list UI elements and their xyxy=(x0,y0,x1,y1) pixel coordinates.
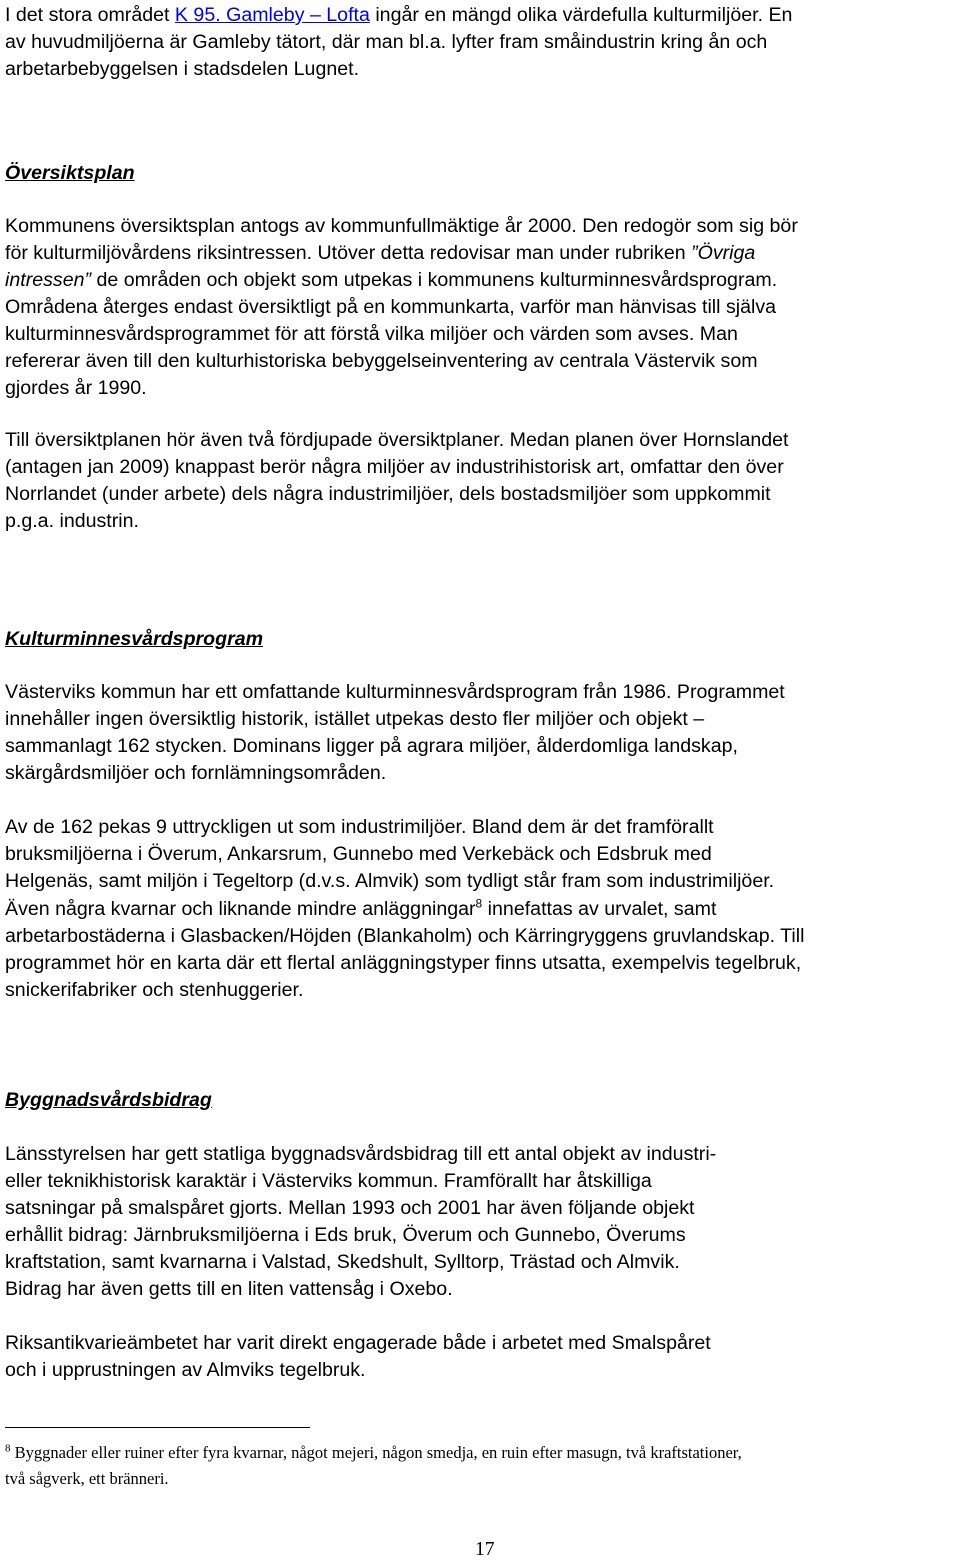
oversiktsplan-p2-line-2: (antagen jan 2009) knappast berör några miljöer av industrihistorisk art, omfattar den över xyxy=(5,456,784,478)
byggnad-p1-line-3: satsningar på smalspåret gjorts. Mellan 1993 och 2001 har även följande objekt xyxy=(5,1197,695,1219)
text-span: för kulturmiljövårdens riksintressen. Utöver detta redovisar man under rubriken xyxy=(5,242,692,264)
area-link[interactable]: K 95. Gamleby – Lofta xyxy=(174,4,370,26)
oversiktsplan-p1-line-3 xyxy=(5,267,777,294)
oversiktsplan-p1-line-7: gjordes år 1990. xyxy=(5,377,147,399)
oversiktsplan-p1-line-4: Områdena återges endast översiktligt på en kommunkarta, varför man hänvisas till själva xyxy=(5,296,777,318)
heading-oversiktsplan: Översiktsplan xyxy=(5,162,135,184)
footnote-line-1 xyxy=(5,1440,742,1466)
oversiktsplan-p1-line-6: refererar även till den kulturhistoriska bebyggelseinventering av centrala Västervik som xyxy=(5,350,758,372)
byggnad-p1-line-6: Bidrag har även getts till en liten vattensåg i Oxebo. xyxy=(5,1278,453,1300)
intro-line-2: av huvudmiljöerna är Gamleby tätort, där man bl.a. lyfter fram småindustrin kring ån och xyxy=(5,31,768,53)
byggnad-p1-line-4: erhållit bidrag: Järnbruksmiljöerna i Eds bruk, Överum och Gunnebo, Överums xyxy=(5,1224,686,1246)
kulturminnes-p1-line-1: Västerviks kommun har ett omfattande kulturminnesvårdsprogram från 1986. Programmet xyxy=(5,681,785,703)
italic-term: intressen” xyxy=(5,269,92,291)
byggnad-p1-line-5: kraftstation, samt kvarnarna i Valstad, Skedshult, Sylltorp, Trästad och Almvik. xyxy=(5,1251,680,1273)
oversiktsplan-p1-line-5: kulturminnesvårdsprogrammet för att förstå vilka miljöer och värden som avses. Man xyxy=(5,323,738,345)
oversiktsplan-p1-line-2 xyxy=(5,240,755,267)
footnote-separator xyxy=(5,1427,310,1428)
byggnad-p1-line-2: eller teknikhistorisk karaktär i Västerviks kommun. Framförallt har åtskilliga xyxy=(5,1170,652,1192)
byggnad-p2-line-2: och i upprustningen av Almviks tegelbruk. xyxy=(5,1359,366,1381)
text-span: innefattas av urvalet, samt xyxy=(482,898,717,920)
intro-line-1 xyxy=(5,2,792,29)
kulturminnes-p2-line-6: programmet hör en karta där ett flertal anläggningstyper finns utsatta, exempelvis tegelbruk, xyxy=(5,952,802,974)
kulturminnes-p1-line-2: innehåller ingen översiktlig historik, istället utpekas desto fler miljöer och objekt – xyxy=(5,708,705,730)
kulturminnes-p2-line-3: Helgenäs, samt miljön i Tegeltorp (d.v.s. Almvik) som tydligt står fram som industrimiljöer. xyxy=(5,870,775,892)
text-span: Även några kvarnar och liknande mindre anläggningar xyxy=(5,898,476,920)
kulturminnes-p2-line-7: snickerifabriker och stenhuggerier. xyxy=(5,979,304,1001)
oversiktsplan-p1-line-1: Kommunens översiktsplan antogs av kommunfullmäktige år 2000. Den redogör som sig bör xyxy=(5,215,798,237)
footnote-reference[interactable]: 8 xyxy=(475,896,483,911)
footnote-marker: 8 xyxy=(5,1442,11,1455)
oversiktsplan-p2-line-4: p.g.a. industrin. xyxy=(5,510,139,532)
page-number: 17 xyxy=(475,1539,495,1560)
kulturminnes-p2-line-5: arbetarbostäderna i Glasbacken/Höjden (Blankaholm) och Kärringryggens gruvlandskap. Till xyxy=(5,925,805,947)
heading-kulturminnesvardsprogram: Kulturminnesvårdsprogram xyxy=(5,628,264,650)
kulturminnes-p1-line-3: sammanlagt 162 stycken. Dominans ligger på agrara miljöer, ålderdomliga landskap, xyxy=(5,735,738,757)
text-span: de områden och objekt som utpekas i kommunens kulturminnesvårdsprogram. xyxy=(91,269,778,291)
byggnad-p1-line-1: Länsstyrelsen har gett statliga byggnadsvårdsbidrag till ett antal objekt av industri- xyxy=(5,1143,717,1165)
heading-byggnadsvardsbidrag: Byggnadsvårdsbidrag xyxy=(5,1089,212,1111)
intro-text: ingår en mängd olika värdefulla kulturmiljöer. En xyxy=(369,4,793,26)
intro-text: I det stora området xyxy=(5,4,175,26)
byggnad-p2-line-1: Riksantikvarieämbetet har varit direkt engagerade både i arbetet med Smalspåret xyxy=(5,1332,711,1354)
oversiktsplan-p2-line-3: Norrlandet (under arbete) dels några industrimiljöer, dels bostadsmiljöer som uppkommit xyxy=(5,483,771,505)
italic-term: ”Övriga xyxy=(691,242,756,264)
footnote-line-2: två sågverk, ett bränneri. xyxy=(5,1469,169,1488)
kulturminnes-p2-line-1: Av de 162 pekas 9 uttryckligen ut som industrimiljöer. Bland dem är det framförallt xyxy=(5,816,714,838)
kulturminnes-p2-line-2: bruksmiljöerna i Överum, Ankarsrum, Gunnebo med Verkebäck och Edsbruk med xyxy=(5,843,712,865)
kulturminnes-p2-line-4 xyxy=(5,896,716,923)
footnote-text: Byggnader eller ruiner efter fyra kvarnar, något mejeri, någon smedja, en ruin efter masugn, två kraftstationer, xyxy=(10,1443,742,1462)
intro-line-3: arbetarbebyggelsen i stadsdelen Lugnet. xyxy=(5,58,360,80)
kulturminnes-p1-line-4: skärgårdsmiljöer och fornlämningsområden. xyxy=(5,762,387,784)
oversiktsplan-p2-line-1: Till översiktplanen hör även två fördjupade översiktplaner. Medan planen över Hornslandet xyxy=(5,429,789,451)
